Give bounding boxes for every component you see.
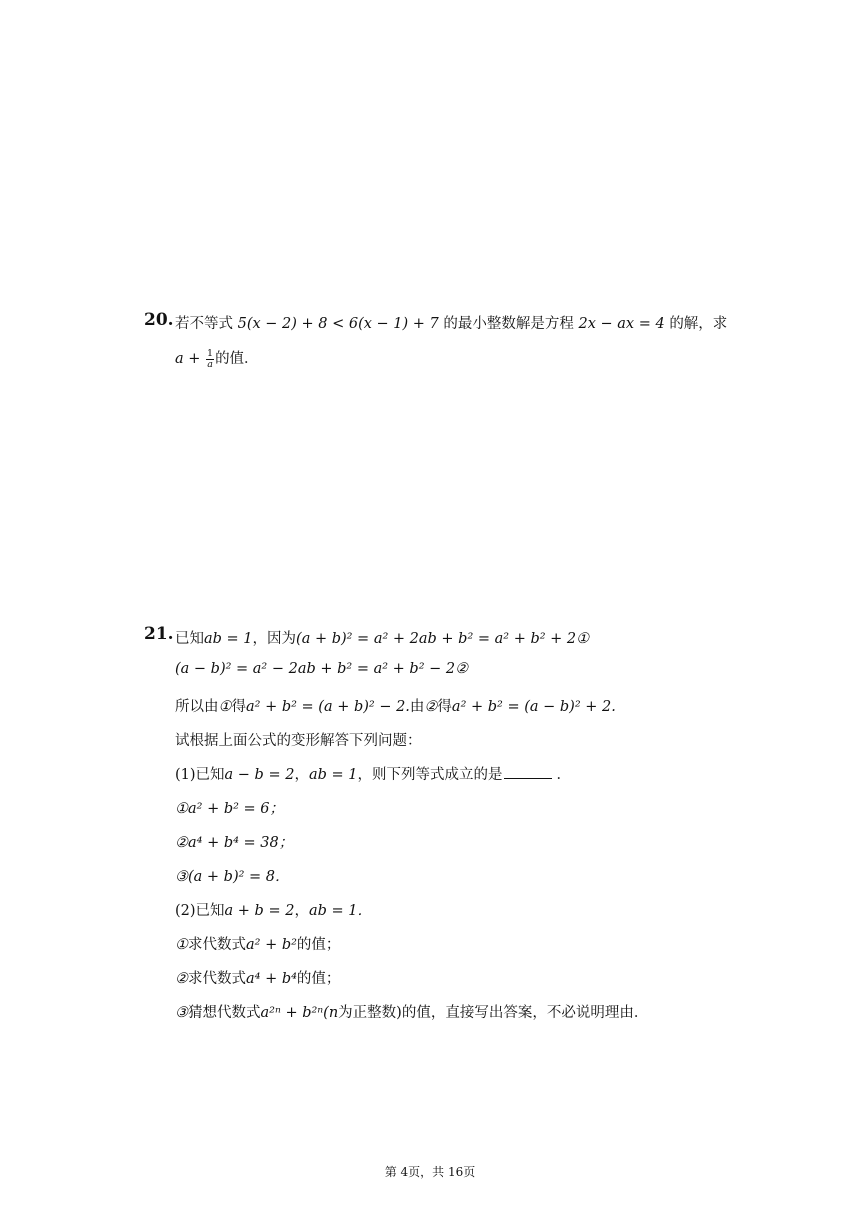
fraction-numerator: 1 bbox=[207, 347, 214, 359]
circled-number: ② bbox=[175, 835, 188, 851]
q21-line-2 bbox=[175, 661, 468, 677]
formula: (a + b)² = a² + 2ab + b² = a² + b² + 2 bbox=[296, 631, 577, 647]
inequality: 5(x − 2) + 8 < 6(x − 1) + 7 bbox=[237, 316, 439, 332]
text: 的值； bbox=[296, 937, 341, 953]
question-number: 20. bbox=[144, 310, 174, 330]
part-label: (2) bbox=[175, 903, 196, 919]
text: 求代数式 bbox=[188, 937, 246, 953]
circled-number: ② bbox=[455, 661, 469, 677]
formula: a² + b² = 6； bbox=[188, 801, 285, 817]
formula: (a − b)² = a² − 2ab + b² = a² + b² − 2 bbox=[175, 661, 456, 677]
q21-line-1 bbox=[175, 627, 589, 648]
q21-part-2 bbox=[175, 899, 372, 920]
formula: ab = 1 bbox=[308, 767, 358, 783]
formula: a²ⁿ + b²ⁿ(n bbox=[260, 1005, 339, 1021]
text: 得 bbox=[231, 699, 246, 715]
text: ， bbox=[294, 767, 309, 783]
circled-number: ① bbox=[175, 937, 188, 953]
text: 由 bbox=[409, 699, 425, 715]
page-footer: 第 4页，共 16页 bbox=[384, 1165, 476, 1179]
text: 已知 bbox=[175, 631, 204, 647]
q21-sub-3 bbox=[175, 1001, 648, 1022]
text: 已知 bbox=[195, 903, 225, 919]
q21-line-4: 试根据上面公式的变形解答下列问题： bbox=[175, 733, 422, 749]
text: 的值； bbox=[296, 971, 341, 987]
expression: a + bbox=[175, 351, 201, 367]
q21-part-1 bbox=[175, 763, 571, 784]
circled-number: ② bbox=[424, 699, 438, 715]
formula: a⁴ + b⁴ bbox=[246, 971, 297, 987]
formula: a² + b² = (a + b)² − 2. bbox=[246, 699, 410, 715]
q21-sub-1 bbox=[175, 933, 340, 954]
circled-number: ② bbox=[175, 971, 188, 987]
text: ． bbox=[556, 767, 571, 783]
formula: a² + b² = (a − b)² + 2. bbox=[451, 699, 616, 715]
formula: ab = 1． bbox=[308, 903, 372, 919]
part-label: (1) bbox=[175, 767, 196, 783]
answer-blank bbox=[504, 766, 552, 779]
text: 的值． bbox=[215, 351, 259, 367]
circled-number: ③ bbox=[175, 1005, 188, 1021]
q21-line-3 bbox=[175, 695, 616, 716]
text: ，因为 bbox=[252, 631, 297, 647]
circled-number: ① bbox=[218, 699, 232, 715]
question-20-line-1 bbox=[175, 312, 727, 333]
text: 的解，求 bbox=[669, 316, 728, 332]
equation: 2x − ax = 4 bbox=[578, 316, 665, 332]
question-20-line-2 bbox=[175, 347, 259, 370]
formula: a² + b² bbox=[246, 937, 297, 953]
text: 求代数式 bbox=[188, 971, 246, 987]
text: 猜想代数式 bbox=[188, 1005, 261, 1021]
circled-number: ③ bbox=[175, 869, 188, 885]
text: 的最小整数解是方程 bbox=[443, 316, 574, 332]
question-number: 21. bbox=[144, 624, 174, 644]
circled-number: ① bbox=[576, 631, 590, 647]
text: ，则下列等式成立的是 bbox=[357, 767, 503, 783]
q21-option-2 bbox=[175, 831, 293, 852]
formula: a − b = 2 bbox=[224, 767, 295, 783]
formula: (a + b)² = 8． bbox=[188, 869, 290, 885]
formula: a + b = 2 bbox=[224, 903, 295, 919]
text: 为正整数)的值，直接写出答案，不必说明理由． bbox=[338, 1005, 649, 1021]
text: 所以由 bbox=[175, 699, 219, 715]
text: 已知 bbox=[195, 767, 225, 783]
q21-sub-2 bbox=[175, 967, 340, 988]
q21-option-1 bbox=[175, 797, 284, 818]
circled-number: ① bbox=[175, 801, 188, 817]
text: ， bbox=[294, 903, 309, 919]
text: 得 bbox=[437, 699, 452, 715]
formula: ab = 1 bbox=[204, 631, 253, 647]
fraction bbox=[206, 349, 214, 370]
q21-option-3 bbox=[175, 865, 290, 886]
fraction-denominator: a bbox=[207, 358, 213, 370]
text: 若不等式 bbox=[175, 316, 233, 332]
formula: a⁴ + b⁴ = 38； bbox=[188, 835, 294, 851]
